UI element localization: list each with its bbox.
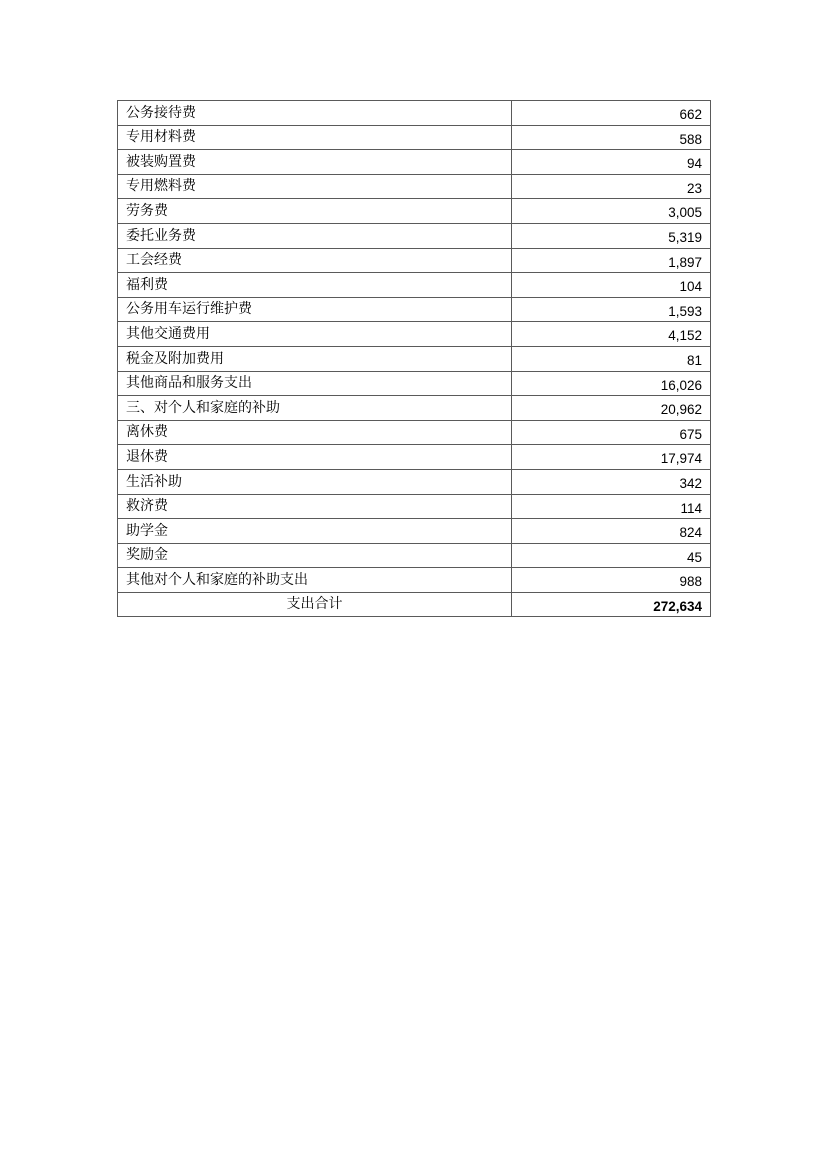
table-row bbox=[118, 297, 711, 322]
table-row bbox=[118, 322, 711, 347]
table-row bbox=[118, 101, 711, 126]
row-value: 988 bbox=[512, 568, 711, 593]
row-value: 16,026 bbox=[512, 371, 711, 396]
row-label: 公务接待费 bbox=[118, 101, 512, 126]
expense-table bbox=[117, 100, 711, 617]
table-row bbox=[118, 494, 711, 519]
row-value: 114 bbox=[512, 494, 711, 519]
row-label: 工会经费 bbox=[118, 248, 512, 273]
table-row bbox=[118, 568, 711, 593]
row-label: 救济费 bbox=[118, 494, 512, 519]
row-value: 23 bbox=[512, 174, 711, 199]
table-row bbox=[118, 420, 711, 445]
row-label: 税金及附加费用 bbox=[118, 346, 512, 371]
total-row bbox=[118, 592, 711, 617]
table-row bbox=[118, 125, 711, 150]
row-label: 被装购置费 bbox=[118, 150, 512, 175]
total-value: 272,634 bbox=[512, 592, 711, 617]
row-label: 专用材料费 bbox=[118, 125, 512, 150]
table-row bbox=[118, 371, 711, 396]
row-value: 1,593 bbox=[512, 297, 711, 322]
row-label: 其他交通费用 bbox=[118, 322, 512, 347]
row-value: 104 bbox=[512, 273, 711, 298]
table-row bbox=[118, 519, 711, 544]
row-label: 其他对个人和家庭的补助支出 bbox=[118, 568, 512, 593]
table-row bbox=[118, 248, 711, 273]
table-row bbox=[118, 445, 711, 470]
row-label: 劳务费 bbox=[118, 199, 512, 224]
row-label: 奖励金 bbox=[118, 543, 512, 568]
table-row bbox=[118, 543, 711, 568]
row-value: 45 bbox=[512, 543, 711, 568]
row-label: 福利费 bbox=[118, 273, 512, 298]
row-value: 3,005 bbox=[512, 199, 711, 224]
row-value: 662 bbox=[512, 101, 711, 126]
row-value: 342 bbox=[512, 469, 711, 494]
row-value: 675 bbox=[512, 420, 711, 445]
row-value: 4,152 bbox=[512, 322, 711, 347]
row-label: 生活补助 bbox=[118, 469, 512, 494]
row-value: 94 bbox=[512, 150, 711, 175]
table-row bbox=[118, 346, 711, 371]
table-row bbox=[118, 273, 711, 298]
row-label: 委托业务费 bbox=[118, 223, 512, 248]
table-row bbox=[118, 199, 711, 224]
row-value: 1,897 bbox=[512, 248, 711, 273]
row-label: 退休费 bbox=[118, 445, 512, 470]
category-label: 三、对个人和家庭的补助 bbox=[118, 396, 512, 421]
row-value: 81 bbox=[512, 346, 711, 371]
row-value: 5,319 bbox=[512, 223, 711, 248]
row-label: 离休费 bbox=[118, 420, 512, 445]
table-row bbox=[118, 469, 711, 494]
row-label: 公务用车运行维护费 bbox=[118, 297, 512, 322]
total-label: 支出合计 bbox=[118, 592, 512, 617]
row-label: 专用燃料费 bbox=[118, 174, 512, 199]
table-row bbox=[118, 150, 711, 175]
row-label: 其他商品和服务支出 bbox=[118, 371, 512, 396]
category-row bbox=[118, 396, 711, 421]
row-value: 824 bbox=[512, 519, 711, 544]
table-row bbox=[118, 174, 711, 199]
row-value: 588 bbox=[512, 125, 711, 150]
category-value: 20,962 bbox=[512, 396, 711, 421]
table-row bbox=[118, 223, 711, 248]
row-label: 助学金 bbox=[118, 519, 512, 544]
row-value: 17,974 bbox=[512, 445, 711, 470]
